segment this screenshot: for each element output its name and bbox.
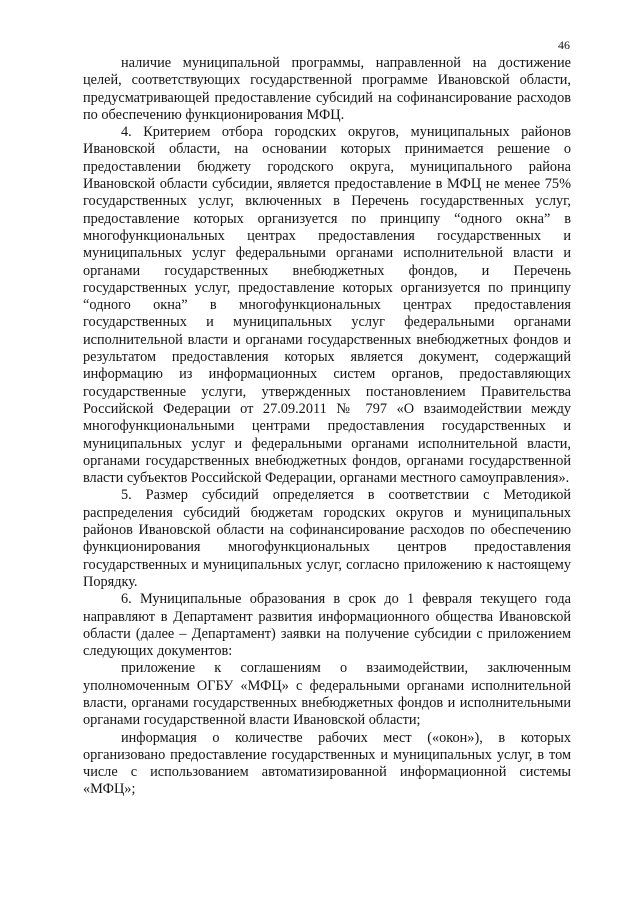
page-number: 46 — [558, 38, 570, 52]
paragraph-program-requirement: наличие муниципальной программы, направленной на достижение целей, соответствующих государственной программе Ивановской области, предусматривающей предоставление субсидий на софинансирование расходов по обеспечению функционирования МФЦ. — [83, 55, 571, 123]
document-body — [83, 55, 571, 799]
paragraph-subsidy-amount: 5. Размер субсидий определяется в соответствии с Методикой распределения субсидий бюджетам городских округов и муниципальных районов Ивановской области на софинансирование расходов по обеспечению функционирования многофункциональных центров предоставления государственных и муниципальных услуг, согласно приложению к настоящему Порядку. — [83, 487, 571, 590]
paragraph-agreements-annex: приложение к соглашениям о взаимодействии, заключенным уполномоченным ОГБУ «МФЦ» с федеральными органами исполнительной власти, органами государственных внебюджетных фондов и исполнительными органами государственной власти Ивановской области; — [83, 660, 571, 729]
paragraph-application-deadline: 6. Муниципальные образования в срок до 1 февраля текущего года направляют в Департамент развития информационного общества Ивановской области (далее – Департамент) заявки на получение субсидии с приложением следующих документов: — [83, 591, 571, 660]
paragraph-selection-criterion: 4. Критерием отбора городских округов, муниципальных районов Ивановской области, на основании которых принимается решение о предоставлении бюджету городского округа, муниципального района Ивановской области субсидии, является предоставление в МФЦ не менее 75% государственных услуг, включенных в Перечень государственных услуг, предоставление которых организуется по принципу “одного окна” в многофункциональных центрах предоставления государственных и муниципальных услуг федеральными органами исполнительной власти и органами государственных внебюджетных фондов, и Перечень государственных услуг, предоставление которых организуется по принципу “одного окна” в многофункциональных центрах предоставления государственных и муниципальных услуг федеральными органами исполнительной власти и органами государственных внебюджетных фондов и результатом предоставления которых является документ, содержащий информацию из информационных систем органов, предоставляющих государственные услуги, утвержденных постановлением Правительства Российской Федерации от 27.09.2011 № 797 «О взаимодействии между многофункциональными центрами предоставления государственных и муниципальных услуг и федеральными органами исполнительной власти, органами государственных внебюджетных фондов, органами государственной власти субъектов Российской Федерации, органами местного самоуправления». — [83, 124, 571, 487]
paragraph-workplaces-info: информация о количестве рабочих мест («окон»), в которых организовано предоставление государственных и муниципальных услуг, в том числе с использованием автоматизированной информационной системы «МФЦ»; — [83, 729, 571, 798]
